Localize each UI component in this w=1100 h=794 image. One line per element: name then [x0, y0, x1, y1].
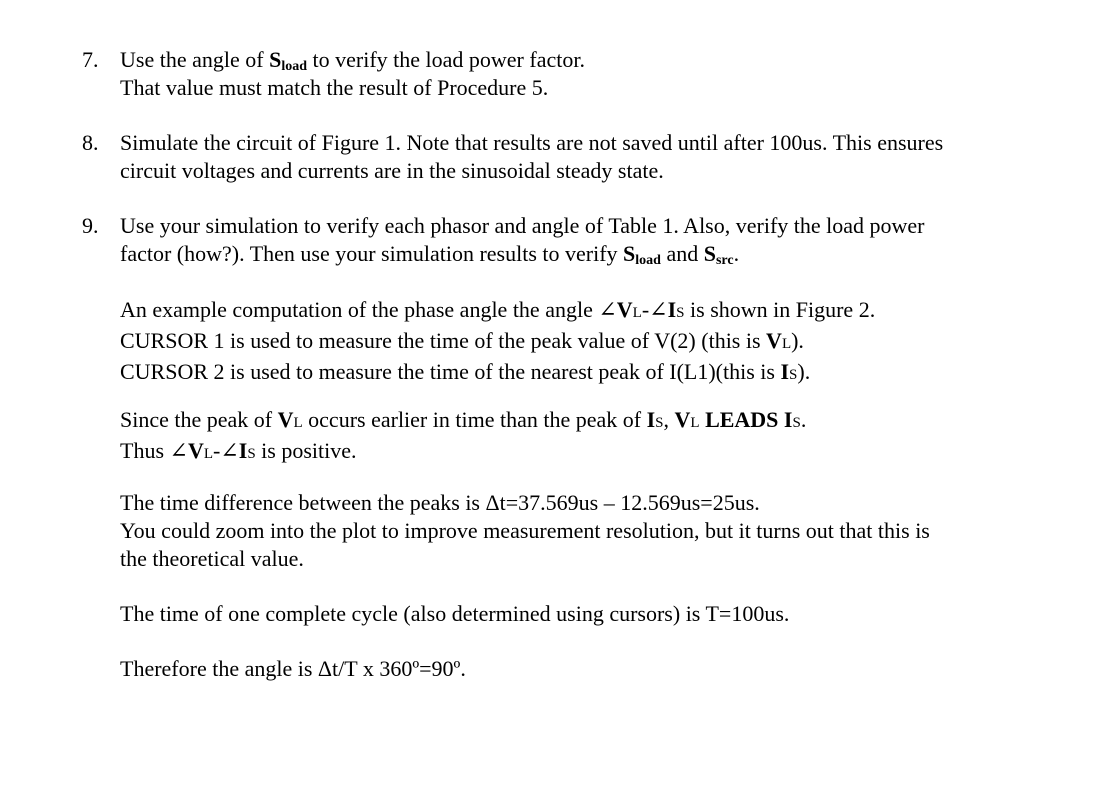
cycle-line: The time of one complete cycle (also determined using cursors) is T=100us.	[120, 601, 790, 626]
time-line-1: The time difference between the peaks is Δt=37.569us – 12.569us=25us.	[120, 490, 760, 515]
phase-line-3: CURSOR 2 is used to measure the time of the nearest peak of I(L1)(this is IS).	[120, 359, 811, 384]
item-7-line-1: Use the angle of $S_{load}$ to verify the load power factor.	[120, 47, 585, 74]
phase-line-1: An example computation of the phase angle the angle ∠VL-∠IS is shown in Figure 2.	[120, 297, 876, 322]
paragraph-time-difference	[120, 489, 1040, 573]
item-7-line-2: That value must match the result of Procedure 5.	[120, 75, 549, 100]
list-item-8	[82, 129, 1042, 185]
list-item-9	[82, 212, 1042, 268]
list-number: 9.	[82, 213, 99, 238]
lead-line-2: Thus ∠VL-∠IS is positive.	[120, 438, 357, 463]
time-line-3: the theoretical value.	[120, 546, 304, 571]
item-9-line-2: factor (how?). Then use your simulation results to verify $S_{load}$ and $S_{src}$.	[120, 241, 740, 268]
item-8-line-2: circuit voltages and currents are in the sinusoidal steady state.	[120, 158, 664, 183]
paragraph-angle	[120, 655, 1040, 683]
phase-line-2: CURSOR 1 is used to measure the time of the peak value of V(2) (this is VL).	[120, 328, 804, 353]
list-item-7	[82, 46, 1042, 102]
time-line-2: You could zoom into the plot to improve measurement resolution, but it turns out that this is	[120, 518, 930, 543]
paragraph-leads	[120, 406, 1040, 468]
list-number: 7.	[82, 47, 99, 72]
angle-line: Therefore the angle is Δt/T x 360º=90º.	[120, 656, 466, 681]
item-9-line-1: Use your simulation to verify each phasor and angle of Table 1. Also, verify the load power	[120, 213, 925, 238]
paragraph-phase-example	[120, 296, 1040, 389]
lead-line-1: Since the peak of VL occurs earlier in time than the peak of IS, VL LEADS IS.	[120, 407, 807, 432]
list-number: 8.	[82, 130, 99, 155]
item-8-line-1: Simulate the circuit of Figure 1. Note that results are not saved until after 100us. This ensures	[120, 130, 944, 155]
paragraph-cycle	[120, 600, 1040, 628]
